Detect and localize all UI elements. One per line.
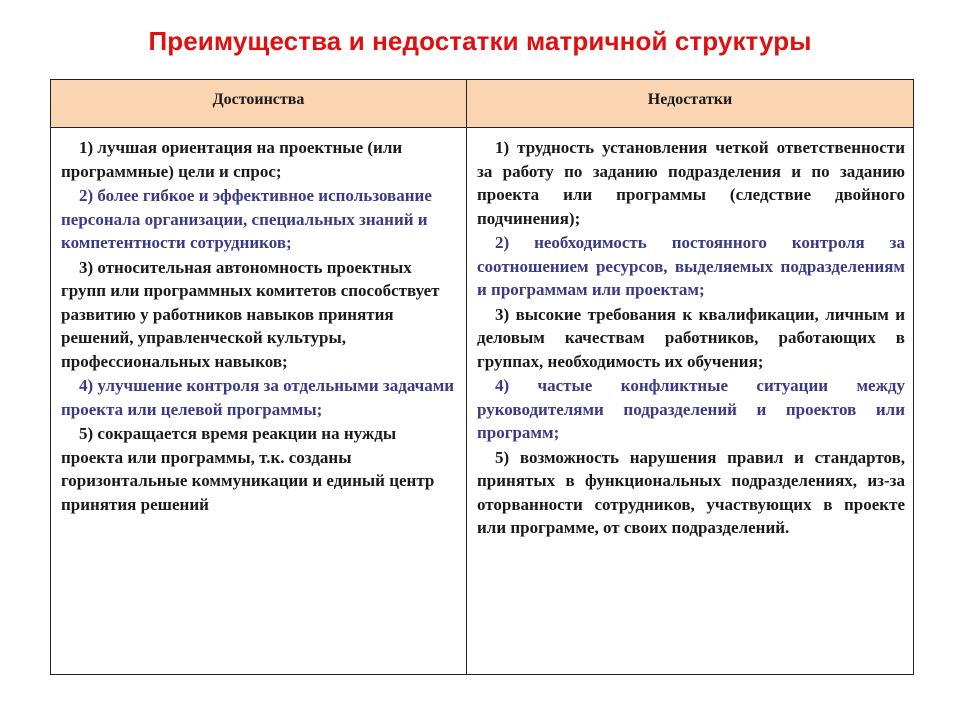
advantage-item: 2) более гибкое и эффективное использование персонала организации, специальных знаний и компетентности сотрудников;: [61, 186, 432, 252]
disadvantage-item: 3) высокие требования к квалификации, личным и деловым качествам работников, работающих в группах, необходимость их обучения;: [477, 304, 905, 371]
disadvantage-item: 1) трудность установления четкой ответственности за работу по заданию подразделения и по заданию проекта или программы (следствие двойного подчинения);: [477, 138, 905, 228]
column-divider: [466, 80, 467, 674]
disadvantages-column: [477, 136, 905, 541]
disadvantage-item: 4) частые конфликтные ситуации между руководителями подразделений и проектов или программ;: [477, 376, 905, 442]
advantage-item: 3) относительная автономность проектных групп или программных комитетов способствует развитию у работников навыков принятия решений, управленческой культуры, профессиональных навыков;: [61, 257, 440, 371]
advantage-item: 5) сокращается время реакции на нужды проекта или программы, т.к. созданы горизонтальные коммуникации и единый центр принятия решений: [61, 424, 435, 514]
advantage-item: 1) лучшая ориентация на проектные (или программные) цели и спрос;: [61, 138, 403, 181]
table-header-row: [51, 80, 913, 128]
header-advantages: Достоинства: [212, 91, 305, 108]
disadvantage-item: 5) возможность нарушения правил и стандартов, принятых в функциональных подразделениях, из-за оторванности сотрудников, участвующих в проекте или программе, от своих подразделений.: [477, 447, 905, 537]
advantages-column: [61, 136, 457, 517]
advantage-item: 4) улучшение контроля за отдельными задачами проекта или целевой программы;: [61, 376, 455, 419]
disadvantage-item: 2) необходимость постоянного контроля за соотношением ресурсов, выделяемых подразделениям и программам или проектам;: [477, 233, 905, 299]
header-disadvantages: Недостатки: [647, 91, 733, 108]
comparison-table: [50, 79, 914, 675]
page-title: Преимущества и недостатки матричной структуры: [148, 26, 812, 56]
